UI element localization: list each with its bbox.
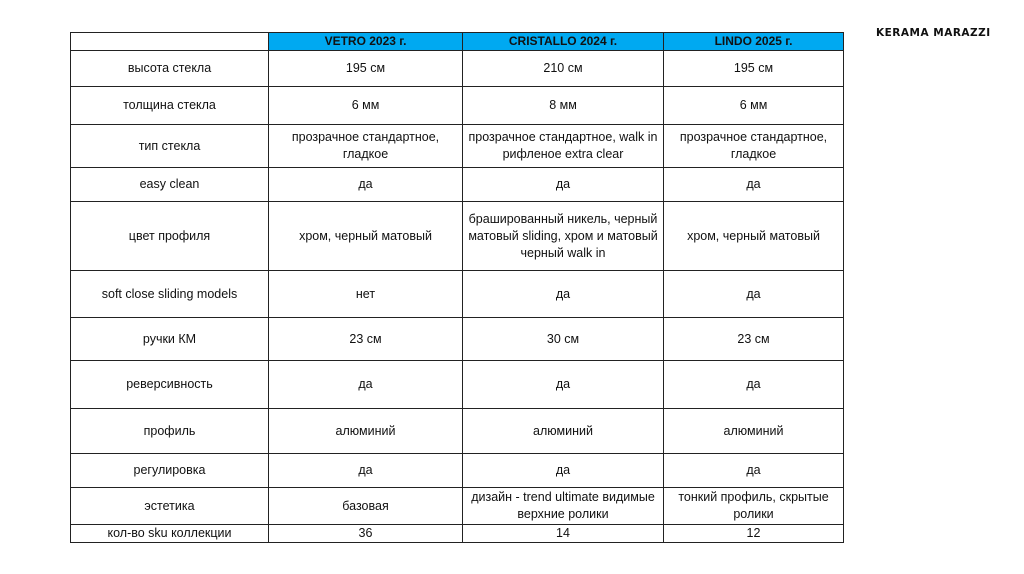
row-label: ручки КМ	[71, 318, 269, 361]
cell-vetro: прозрачное стандартное, гладкое	[269, 125, 463, 168]
row-label: профиль	[71, 409, 269, 454]
cell-lindo: 12	[664, 525, 844, 543]
cell-vetro: 36	[269, 525, 463, 543]
table-row	[71, 488, 844, 525]
cell-vetro: хром, черный матовый	[269, 202, 463, 271]
cell-vetro: да	[269, 168, 463, 202]
cell-lindo: алюминий	[664, 409, 844, 454]
cell-cristallo: 30 см	[463, 318, 664, 361]
table-row	[71, 125, 844, 168]
cell-lindo: да	[664, 271, 844, 318]
cell-cristallo: алюминий	[463, 409, 664, 454]
brand-logo-text: KERAMA MARAZZI	[876, 27, 991, 39]
table-row	[71, 87, 844, 125]
table-row	[71, 202, 844, 271]
header-cristallo: CRISTALLO 2024 г.	[463, 33, 664, 51]
table-row	[71, 525, 844, 543]
cell-cristallo: брашированный никель, черный матовый sliding, хром и матовый черный walk in	[463, 202, 664, 271]
header-corner-cell	[71, 33, 269, 51]
cell-lindo: да	[664, 454, 844, 488]
table-row	[71, 168, 844, 202]
cell-lindo: прозрачное стандартное, гладкое	[664, 125, 844, 168]
table-row	[71, 361, 844, 409]
header-lindo: LINDO 2025 г.	[664, 33, 844, 51]
cell-cristallo: 14	[463, 525, 664, 543]
cell-cristallo: 8 мм	[463, 87, 664, 125]
cell-cristallo: прозрачное стандартное, walk in рифленое extra clear	[463, 125, 664, 168]
table-row	[71, 318, 844, 361]
comparison-table	[70, 32, 844, 543]
row-label: цвет профиля	[71, 202, 269, 271]
cell-vetro: нет	[269, 271, 463, 318]
cell-cristallo: да	[463, 271, 664, 318]
cell-vetro: 195 см	[269, 51, 463, 87]
row-label: easy clean	[71, 168, 269, 202]
header-vetro: VETRO 2023 г.	[269, 33, 463, 51]
row-label: толщина стекла	[71, 87, 269, 125]
table-row	[71, 454, 844, 488]
cell-cristallo: да	[463, 168, 664, 202]
cell-lindo: да	[664, 361, 844, 409]
cell-vetro: 23 см	[269, 318, 463, 361]
cell-vetro: базовая	[269, 488, 463, 525]
table-row	[71, 409, 844, 454]
cell-cristallo: да	[463, 454, 664, 488]
row-label: реверсивность	[71, 361, 269, 409]
cell-cristallo: 210 см	[463, 51, 664, 87]
cell-vetro: алюминий	[269, 409, 463, 454]
cell-lindo: 23 см	[664, 318, 844, 361]
table-header-row	[71, 33, 844, 51]
row-label: кол-во sku коллекции	[71, 525, 269, 543]
cell-lindo: 195 см	[664, 51, 844, 87]
cell-lindo: 6 мм	[664, 87, 844, 125]
row-label: soft close sliding models	[71, 271, 269, 318]
cell-lindo: да	[664, 168, 844, 202]
row-label: тип стекла	[71, 125, 269, 168]
cell-vetro: да	[269, 454, 463, 488]
cell-vetro: да	[269, 361, 463, 409]
cell-cristallo: дизайн - trend ultimate видимые верхние ролики	[463, 488, 664, 525]
cell-lindo: тонкий профиль, скрытые ролики	[664, 488, 844, 525]
table-row	[71, 51, 844, 87]
row-label: регулировка	[71, 454, 269, 488]
table-row	[71, 271, 844, 318]
cell-cristallo: да	[463, 361, 664, 409]
row-label: эстетика	[71, 488, 269, 525]
row-label: высота стекла	[71, 51, 269, 87]
cell-vetro: 6 мм	[269, 87, 463, 125]
cell-lindo: хром, черный матовый	[664, 202, 844, 271]
